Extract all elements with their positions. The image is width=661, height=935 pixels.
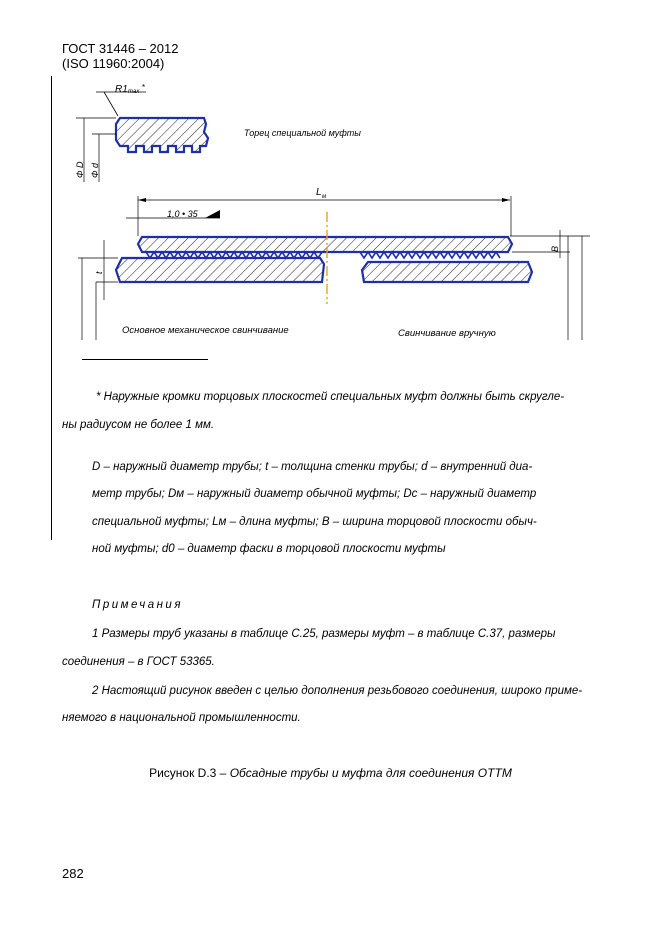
legend-line-3: специальной муфты; Lм – длина муфты; B – ширина торцовой плоскости обыч- — [92, 516, 537, 528]
dia-D-label: Φ D — [75, 161, 85, 178]
length-sub: м — [322, 194, 327, 200]
legend-line-4: ной муфты; d0 – диаметр фаски в торцовой плоскости муфты — [92, 543, 446, 555]
left-caption: Основное механическое свинчивание — [122, 325, 289, 336]
radius-star: * — [142, 83, 146, 92]
radius-label: R1 — [115, 84, 128, 95]
dia-d-label: Φ d — [90, 162, 100, 178]
taper-label: 1,0 • 35 — [167, 209, 198, 219]
figure-caption — [0, 766, 661, 780]
page-number: 282 — [62, 866, 84, 881]
right-caption: Свинчивание вручную — [398, 328, 496, 339]
footnote-line-2: ны радиусом не более 1 мм. — [62, 419, 215, 431]
B-label: B — [550, 245, 560, 252]
legend-line-2: метр трубы; Dм – наружный диаметр обычной муфты; Dc – наружный диаметр — [92, 488, 537, 500]
standard-number: ГОСТ 31446 – 2012 — [62, 41, 179, 56]
length-label: L — [316, 187, 322, 198]
note-1-line-1: 1 Размеры труб указаны в таблице С.25, размеры муфт – в таблице С.37, размеры — [92, 628, 556, 640]
face-caption: Торец специальной муфты — [244, 128, 361, 138]
note-1-line-2: соединения – в ГОСТ 53365. — [62, 656, 215, 668]
coupling-face-detail — [116, 118, 208, 152]
technical-drawing — [0, 78, 661, 348]
legend-line-1: D – наружный диаметр трубы; t – толщина стенки трубы; d – внутренний диа- — [92, 461, 533, 473]
notes-title: Примечания — [92, 599, 183, 611]
footnote-line-1: * Наружные кромки торцовых плоскостей специальных муфт должны быть скругле- — [96, 391, 565, 403]
note-2-line-2: няемого в национальной промышленности. — [62, 712, 301, 724]
t-label: t — [94, 271, 104, 274]
iso-reference: (ISO 11960:2004) — [62, 56, 165, 71]
radius-sub: max — [128, 89, 140, 95]
footnote-rule — [82, 359, 208, 360]
figure-caption-prefix: Рисунок D.3 – — [149, 766, 230, 780]
note-2-line-1: 2 Настоящий рисунок введен с целью дополнения резьбового соединения, широко приме- — [92, 685, 583, 697]
figure-caption-text: Обсадные трубы и муфта для соединения ОТТМ — [229, 766, 512, 780]
